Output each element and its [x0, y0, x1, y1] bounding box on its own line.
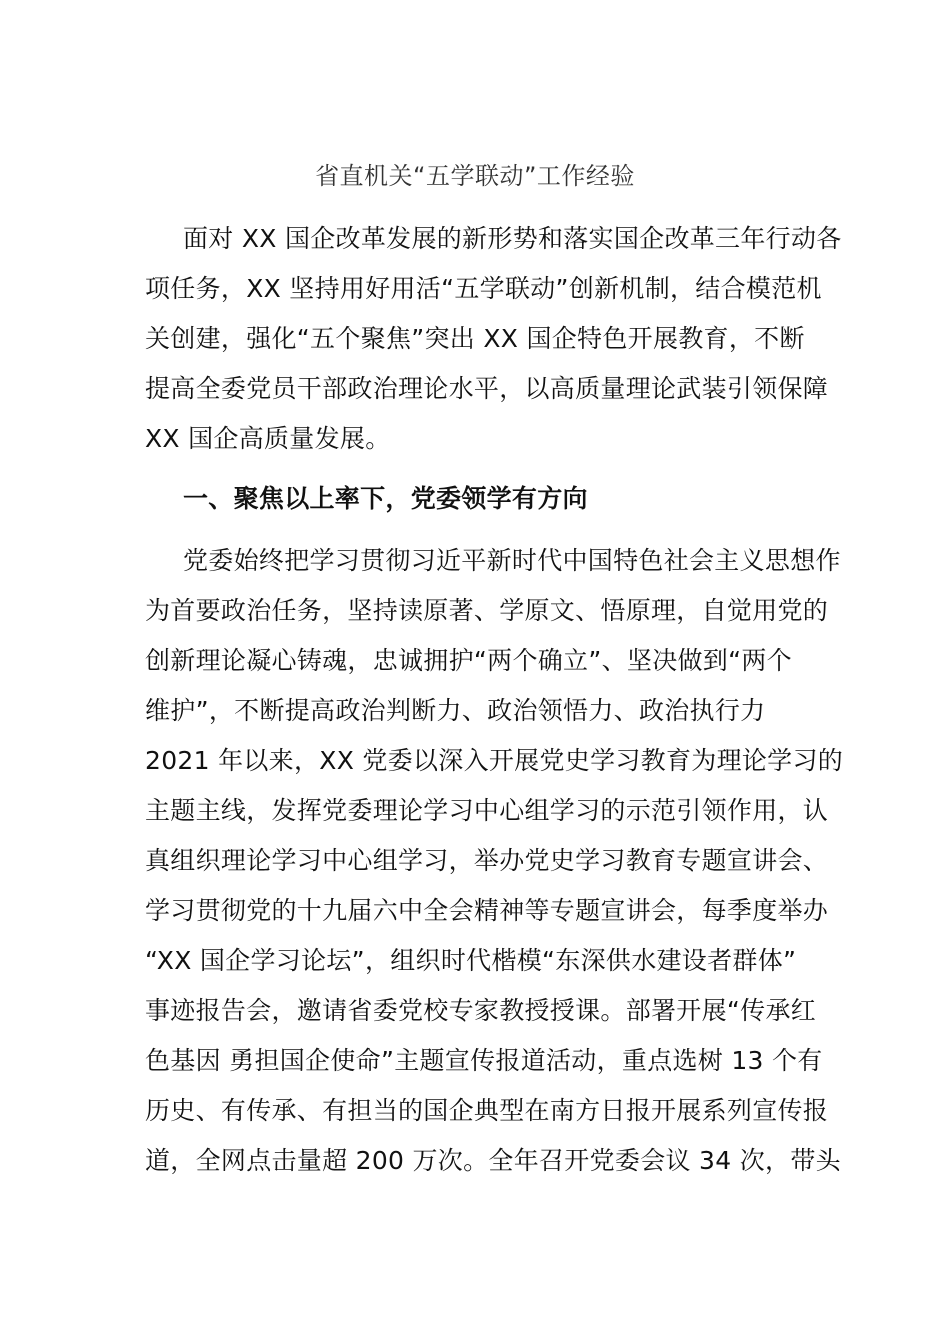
section-line: 道，全网点击量超 200 万次。全年召开党委会议 34 次，带头: [145, 1146, 841, 1175]
section-line: 事迹报告会，邀请省委党校专家教授授课。部署开展“传承红: [145, 996, 817, 1025]
section-line: 历史、有传承、有担当的国企典型在南方日报开展系列宣传报: [145, 1096, 829, 1125]
section-line: “XX 国企学习论坛”，组织时代楷模“东深供水建设者群体”: [145, 946, 797, 975]
intro-line: XX 国企高质量发展。: [145, 424, 391, 453]
intro-line: 关创建，强化“五个聚焦”突出 XX 国企特色开展教育，不断: [145, 324, 805, 353]
section-line: 主题主线，发挥党委理论学习中心组学习的示范引领作用，认: [145, 796, 829, 825]
document-title: 省直机关“五学联动”工作经验: [315, 162, 635, 190]
section-line: 真组织理论学习中心组学习，举办党史学习教育专题宣讲会、: [145, 846, 829, 875]
section-line: 维护”，不断提高政治判断力、政治领悟力、政治执行力: [145, 696, 766, 725]
intro-line: 面对 XX 国企改革发展的新形势和落实国企改革三年行动各: [183, 224, 842, 253]
section-line: 为首要政治任务，坚持读原著、学原文、悟原理，自觉用党的: [145, 596, 829, 625]
section-line: 色基因 勇担国企使命”主题宣传报道活动，重点选树 13 个有: [145, 1046, 823, 1075]
section-line: 创新理论凝心铸魂，忠诚拥护“两个确立”、坚决做到“两个: [145, 646, 792, 675]
section-line: 2021 年以来，XX 党委以深入开展党史学习教育为理论学习的: [145, 746, 844, 775]
intro-line: 提高全委党员干部政治理论水平，以高质量理论武装引领保障: [145, 374, 829, 403]
intro-line: 项任务，XX 坚持用好用活“五学联动”创新机制，结合模范机: [145, 274, 822, 303]
section-heading: 一、聚焦以上率下，党委领学有方向: [183, 484, 588, 513]
section-line: 党委始终把学习贯彻习近平新时代中国特色社会主义思想作: [183, 546, 841, 575]
section-line: 学习贯彻党的十九届六中全会精神等专题宣讲会，每季度举办: [145, 896, 829, 925]
